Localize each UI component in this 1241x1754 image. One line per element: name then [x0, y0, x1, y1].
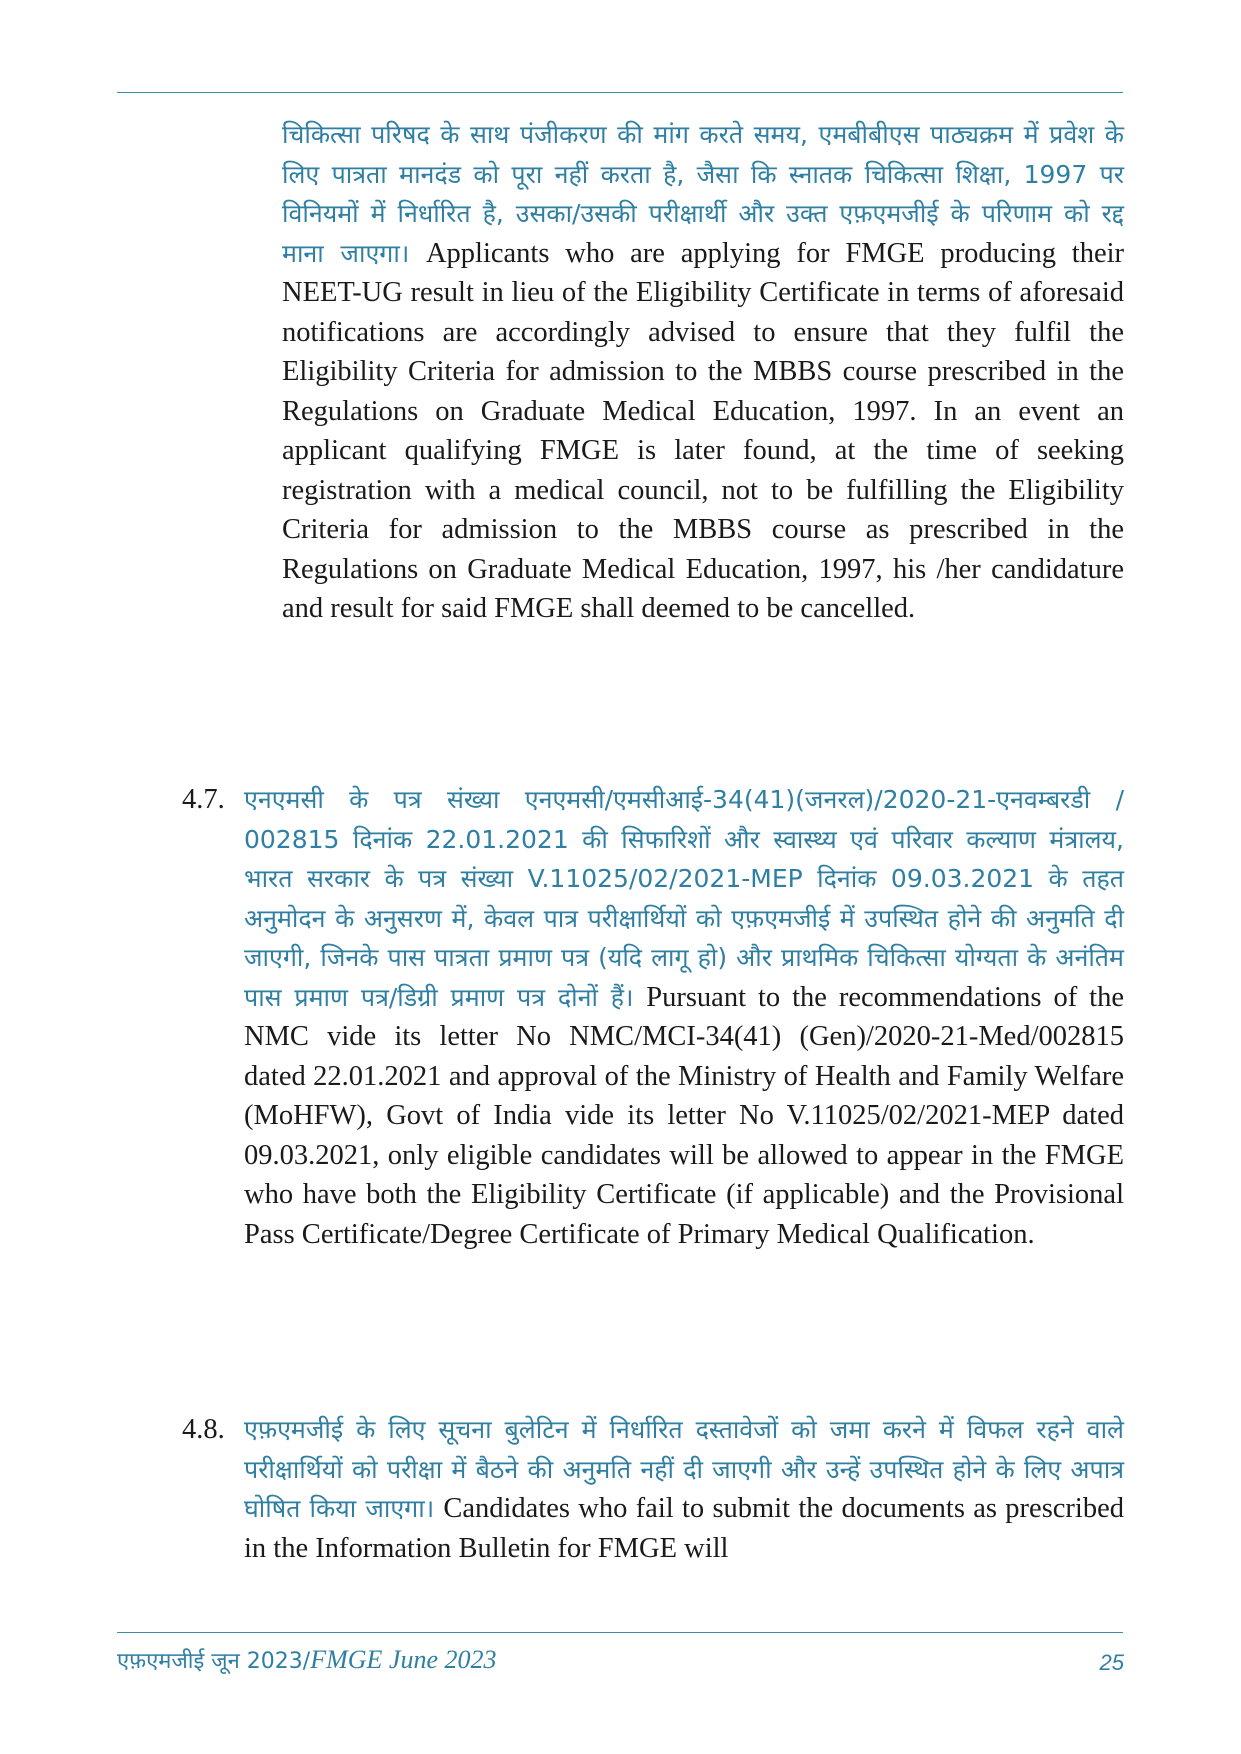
header-rule: [117, 92, 1123, 93]
clause-english-text: Pursuant to the recommendations of the NMC vide its letter No NMC/MCI-34(41) (Gen)/2020-21-Med/002815 dated 22.01.2021 and approval of the Ministry of Health and Family Welfare (MoHFW), Govt of India vide its letter No V.11025/02/2021-MEP dated 09.03.2021, only eligible candidates will be allowed to appear in the FMGE who have both the Eligibility Certificate (if applicable) and the Provisional Pass Certificate/Degree Certificate of Primary Medical Qualification.: [244, 981, 1124, 1250]
continuation-hindi-text: चिकित्सा परिषद के साथ पंजीकरण की मांग करते समय, एमबीबीएस पाठ्यक्रम में प्रवेश के लिए पात्रता मानदंड को पूरा नहीं करता है, जैसा कि स्नातक चिकित्सा शिक्षा, 1997 पर विनियमों में निर्धारित है, उसका/उसकी परीक्षार्थी और उक्त एफ़एमजीई के परिणाम को रद्द माना जाएगा।: [282, 120, 1124, 268]
continuation-paragraph: [282, 115, 1124, 629]
page-number: 25: [1099, 1650, 1124, 1675]
clause-paragraph: [244, 1410, 1124, 1568]
clause-number: 4.8.: [182, 1414, 225, 1445]
footer-english-title: FMGE June 2023: [310, 1645, 497, 1674]
clause-hindi-text: एनएमसी के पत्र संख्या एनएमसी/एमसीआई-34(41)(जनरल)/2020-21-एनवम्बरडी / 002815 दिनांक 22.01.2021 की सिफारिशों और स्वास्थ्य एवं परिवार कल्याण मंत्रालय, भारत सरकार के पत्र संख्या V.11025/02/2021-MEP दिनांक 09.03.2021 के तहत अनुमोदन के अनुसरण में, केवल पात्र परीक्षार्थियों को एफ़एमजीई में उपस्थित होने की अनुमति दी जाएगी, जिनके पास पात्रता प्रमाण पत्र (यदि लागू हो) और प्राथमिक चिकित्सा योग्यता के अनंतिम पास प्रमाण पत्र/डिग्री प्रमाण पत्र दोनों हैं।: [244, 785, 1124, 1012]
clause-english-text: Candidates who fail to submit the documents as prescribed in the Information Bulletin for FMGE will: [244, 1493, 1124, 1564]
footer-rule: [117, 1632, 1123, 1633]
clause-number: 4.7.: [182, 784, 225, 815]
footer-hindi-title: एफ़एमजीई जून 2023/: [117, 1649, 311, 1674]
continuation-english-text: Applicants who are applying for FMGE producing their NEET-UG result in lieu of the Eligibility Certificate in terms of aforesaid notifications are accordingly advised to ensure that they fulfil the Eligibility Criteria for admission to the MBBS course prescribed in the Regulations on Graduate Medical Education, 1997. In an event an applicant qualifying FMGE is later found, at the time of seeking registration with a medical council, not to be fulfilling the Eligibility Criteria for admission to the MBBS course as prescribed in the Regulations on Graduate Medical Education, 1997, his /her candidature and result for said FMGE shall deemed to be cancelled.: [282, 237, 1124, 624]
clause-hindi-text: एफ़एमजीई के लिए सूचना बुलेटिन में निर्धारित दस्तावेजों को जमा करने में विफल रहने वाले परीक्षार्थियों को परीक्षा में बैठने की अनुमति नहीं दी जाएगी और उन्हें उपस्थित होने के लिए अपात्र घोषित किया जाएगा।: [244, 1415, 1124, 1523]
clause-paragraph: [244, 780, 1124, 1254]
footer-title: [117, 1644, 496, 1678]
